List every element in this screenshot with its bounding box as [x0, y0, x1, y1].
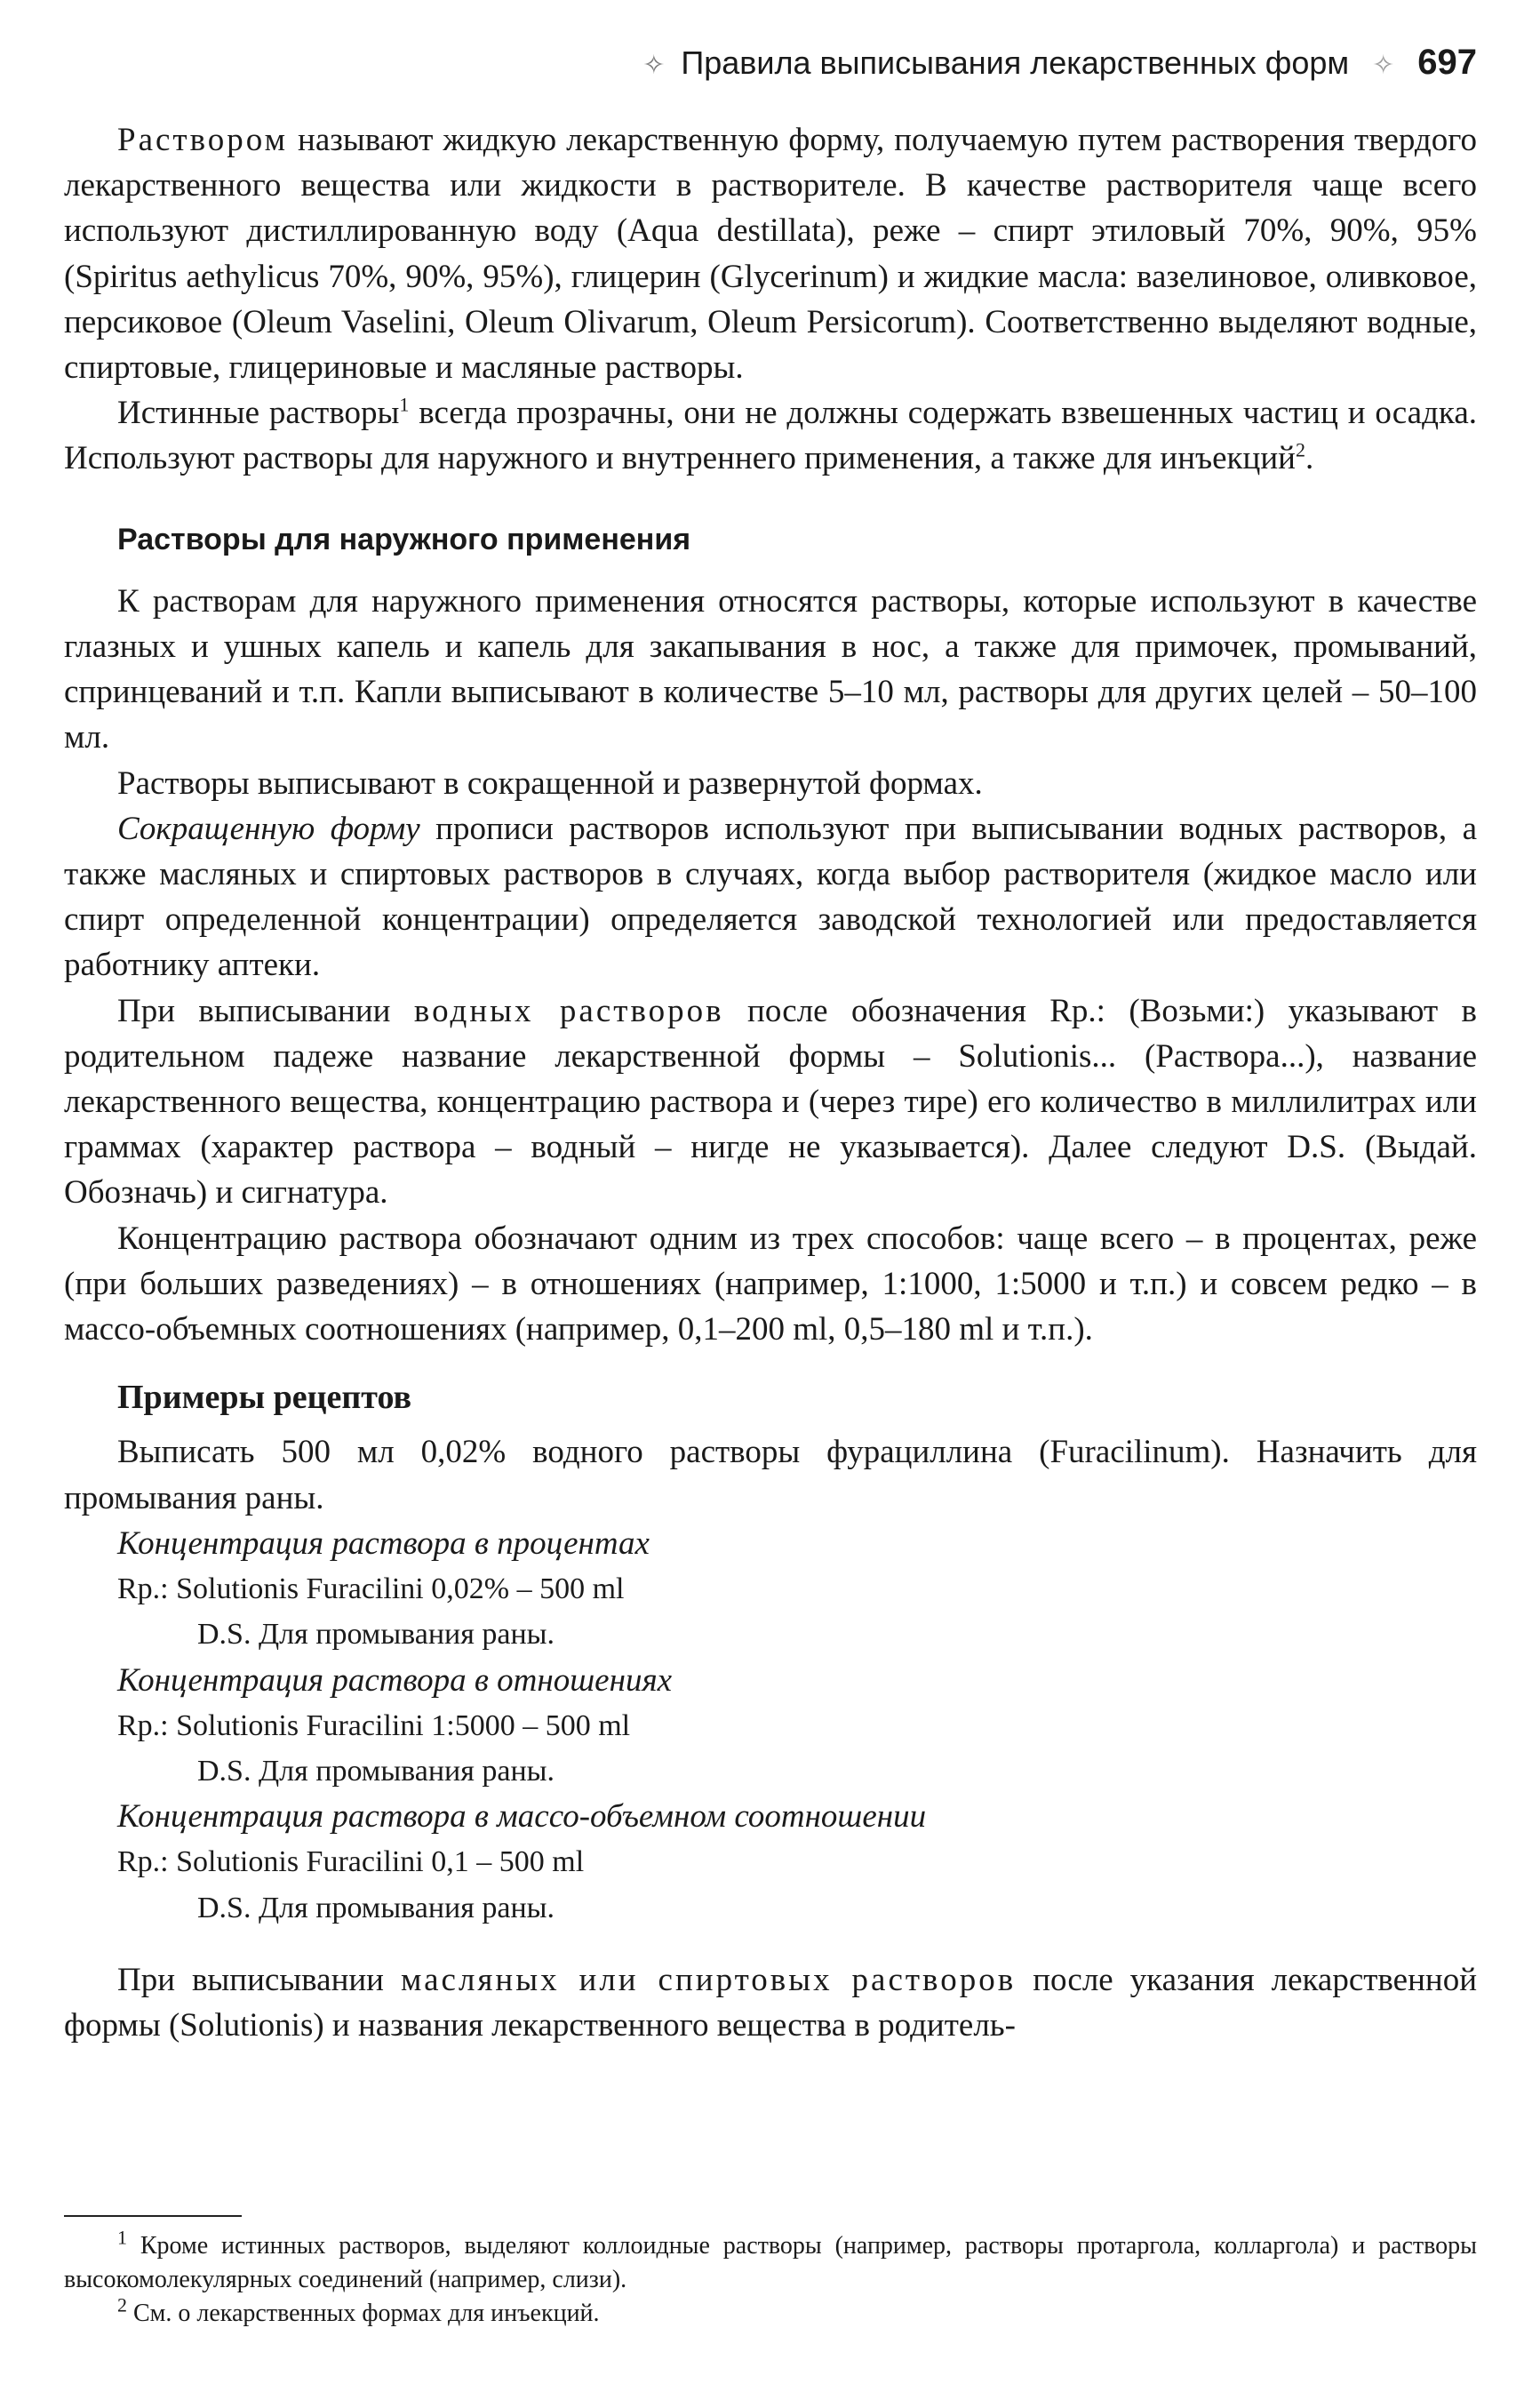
recipe-signature: D.S. Для промывания раны.	[197, 1891, 555, 1924]
recipe-signature: D.S. Для промывания раны.	[197, 1618, 555, 1652]
running-head	[453, 43, 1477, 83]
spaced-term-oil-alcohol: масляных или спиртовых растворов	[400, 1961, 1017, 1998]
intro-paragraph-2: Истинные растворы$^1$ всегда прозрачны, они не должны содержать взвешенных частиц и осадка. Используют растворы для наружного и внутреннего применения, а также для инъекций$^2$.	[64, 393, 1477, 477]
page-number: 697	[1417, 43, 1477, 82]
footnote-1: $^1$ Кроме истинных растворов, выделяют коллоидные растворы (например, растворы протаргола, колларгола) и растворы высокомолекулярных соединений (например, слизи).	[64, 2226, 1477, 2293]
external-paragraph-1: К растворам для наружного применения относятся растворы, которые используют в качестве глазных и ушных капель и капель для закапывания в нос, а также для примочек, промываний, спринцеваний и т.п. Капли выписывают в количестве 5–10 мл, растворы для других целей – 50–100 мл.	[64, 582, 1477, 756]
footnotes	[64, 2226, 1477, 2331]
external-paragraph-3: Сокращенную форму прописи растворов используют при выписывании водных растворов, а также масляных и спиртовых растворов в случаях, когда выбор растворителя (жидкое масло или спирт определенной концентрации) определяется заводской технологией или предоставляется работнику аптеки.	[64, 810, 1477, 984]
footnote-2: $^2$ См. о лекарственных формах для инъекций.	[117, 2293, 600, 2327]
recipe-block-1	[64, 1521, 1477, 1658]
recipe-rp: Rp.: Solutionis Furacilini 0,02% – 500 ml	[117, 1572, 625, 1606]
intro-paragraph-1: Раствором называют жидкую лекарственную форму, получаемую путем растворения твердого лекарственного вещества или жидкости в растворителе. В качестве растворителя чаще всего используют дистиллированную воду (Aqua destillata), реже – спирт этиловый 70%, 90%, 95% (Spiritus aethylicus 70%, 90%, 95%), глицерин (Glycerinum) и жидкие масла: вазелиновое, оливковое, персиковое (Oleum Vaselini, Oleum Olivarum, Oleum Persicorum). Соответственно выделяют водные, спиртовые, глицериновые и масляные растворы.	[64, 122, 1477, 387]
external-paragraph-5: Концентрацию раствора обозначают одним из трех способов: чаще всего – в процентах, реже (при больших разведениях) – в отношениях (например, 1:1000, 1:5000 и т.п.) и совсем редко – в массо-объемных соотношениях (например, 0,1–200 ml, 0,5–180 ml и т.п.).	[64, 1220, 1477, 1348]
section-heading: Растворы для наружного применения	[117, 522, 691, 556]
main-text	[64, 117, 1477, 2048]
spaced-term-water: водных растворов	[413, 992, 724, 1029]
examples-heading: Примеры рецептов	[117, 1379, 412, 1417]
example-task: Выписать 500 мл 0,02% водного растворы фурациллина (Furacilinum). Назначить для промывания раны.	[64, 1434, 1477, 1516]
external-paragraph-2: Растворы выписывают в сокращенной и развернутой формах.	[117, 764, 983, 802]
recipe-rp: Rp.: Solutionis Furacilini 1:5000 – 500 ml	[117, 1708, 631, 1742]
ornament-separator-icon: ✧	[1372, 51, 1395, 80]
recipe-caption: Концентрация раствора в массо-объемном соотношении	[117, 1798, 927, 1836]
closing-paragraph: При выписывании масляных или спиртовых растворов после указания лекарственной формы (Solutionis) и названия лекарственного вещества в родитель-	[64, 1961, 1478, 2044]
footnote-ref-1: 1	[399, 393, 410, 416]
recipe-caption: Концентрация раствора в процентах	[117, 1524, 650, 1562]
footnote-ref-2: 2	[1295, 439, 1305, 462]
recipe-rp: Rp.: Solutionis Furacilini 0,1 – 500 ml	[117, 1845, 585, 1879]
external-paragraph-4: При выписывании водных растворов после обозначения Rp.: (Возьми:) указывают в родительном падеже название лекарственной формы – Solutionis... (Раствора...), название лекарственного вещества, концентрацию раствора и (через тире) его количество в миллилитрах или граммах (характер раствора – водный – нигде не указывается). Далее следуют D.S. (Выдай. Обозначь) и сигнатура.	[64, 992, 1478, 1212]
recipe-signature: D.S. Для промывания раны.	[197, 1754, 555, 1788]
footnote-divider	[64, 2215, 242, 2217]
italic-term: Сокращенную форму	[117, 810, 420, 847]
recipe-block-3	[64, 1794, 1477, 1931]
ornament-icon: ✧	[642, 51, 666, 80]
recipe-caption: Концентрация раствора в отношениях	[117, 1661, 673, 1699]
term-rastvorom: Раствором	[117, 122, 289, 158]
recipe-block-2	[64, 1658, 1477, 1795]
running-title: Правила выписывания лекарственных форм	[681, 44, 1350, 81]
